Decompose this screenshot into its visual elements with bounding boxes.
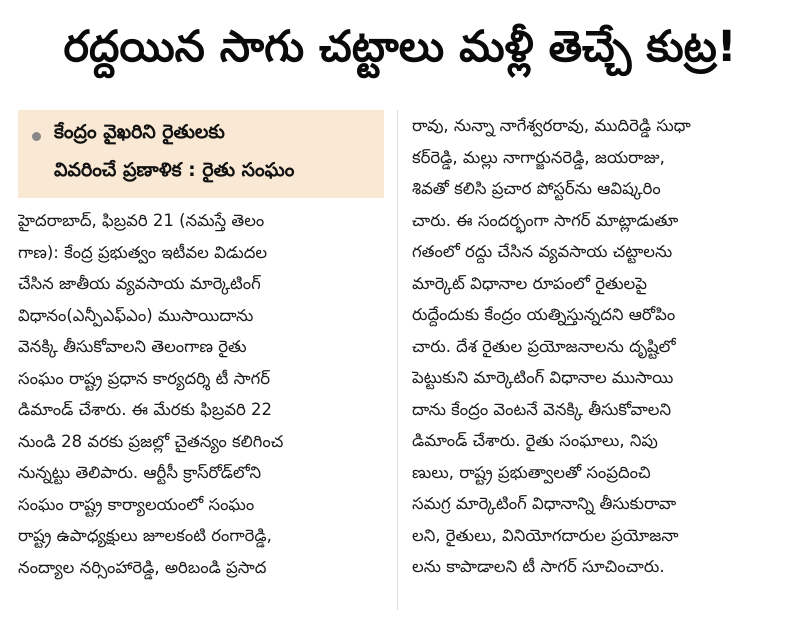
- article-line: డిమాండ్ చేశారు. రైతు సంఘాలు, నిపు: [412, 431, 658, 450]
- article-line: హైదరాబాద్, ఫిబ్రవరి 21 (నమస్తే తెలం: [18, 211, 265, 230]
- headline: రద్దయిన సాగు చట్టాలు మళ్లీ తెచ్చే కుట్ర!: [63, 22, 737, 72]
- article-line: చారు. దేశ రైతుల ప్రయోజనాలను దృష్టిలో: [412, 336, 676, 356]
- article-line: కర్‌రెడ్డి, మల్లు నాగార్జునరెడ్డి, జయరాజు,: [412, 147, 665, 167]
- article-line: సమగ్ర మార్కెటింగ్ విధానాన్ని తీసుకురావా: [412, 494, 677, 513]
- article-line: రాష్ట్ర ఉపాధ్యక్షులు జూలకంటి రంగారెడ్డి,: [18, 526, 272, 545]
- article-line: నున్నట్టు తెలిపారు. ఆర్టీసీ క్రాస్‌రోడ్‌లోని: [18, 463, 262, 482]
- article-line: చేసిన జాతీయ వ్యవసాయ మార్కెటింగ్: [18, 274, 261, 293]
- subheading-line-1: కేంద్రం వైఖరిని రైతులకు: [54, 121, 225, 143]
- article-line: రావు, నున్నా నాగేశ్వరరావు, ముదిరెడ్డి సుధా: [412, 116, 691, 135]
- article-line: లని, రైతులు, వినియోగదారుల ప్రయోజనా: [412, 525, 679, 545]
- article-line: డిమాండ్ చేశారు. ఈ మేరకు ఫిబ్రవరి 22: [18, 400, 272, 419]
- article-line: సంఘం రాష్ట్ర కార్యాలయంలో సంఘం: [18, 494, 255, 514]
- article-line: మార్కెట్ విధానాల రూపంలో రైతులపై: [412, 273, 647, 293]
- article-line: నుండి 28 వరకు ప్రజల్లో చైతన్యం కలిగించ: [18, 431, 284, 451]
- article-line: పెట్టుకుని మార్కెటింగ్ విధానాల ముసాయి: [412, 368, 674, 387]
- article-line: చారు. ఈ సందర్భంగా సాగర్ మాట్లాడుతూ: [412, 210, 679, 230]
- article-line: గాణ): కేంద్ర ప్రభుత్వం ఇటీవల విడుదల: [18, 242, 268, 262]
- article-line: వెనక్కి తీసుకోవాలని తెలంగాణ రైతు: [18, 337, 247, 356]
- article-line: గతంలో రద్దు చేసిన వ్యవసాయ చట్టాలను: [412, 242, 673, 261]
- article-column-left: [18, 205, 388, 583]
- article-line: దాను కేంద్రం వెంటనే వెనక్కి తీసుకోవాలని: [412, 399, 672, 419]
- article-line: లను కాపాడాలని టీ సాగర్ సూచించారు.: [412, 557, 665, 576]
- subheading-box: [18, 110, 384, 198]
- subheading-line-2: వివరించే ప్రణాళిక : రైతు సంఘం: [54, 159, 295, 181]
- article-line: ణులు, రాష్ట్ర ప్రభుత్వాలతో సంప్రదించి: [412, 462, 651, 482]
- article-column-right: [412, 110, 784, 583]
- article-line: నంద్యాల నర్సింహారెడ్డి, అరిబండి ప్రసాద: [18, 557, 267, 577]
- article-line: విధానం(ఎన్పీఎఫ్ఎం) ముసాయిదాను: [18, 305, 254, 325]
- article-line: సంఘం రాష్ట్ర ప్రధాన కార్యదర్శి టీ సాగర్: [18, 368, 270, 388]
- article-line: శివతో కలిసి ప్రచార పోస్టర్‌ను ఆవిష్కరిం: [412, 179, 661, 198]
- column-divider: [397, 110, 398, 610]
- article-line: రుద్దేందుకు కేంద్రం యత్నిస్తున్నదని ఆరోపిం: [412, 305, 676, 324]
- bullet-icon: [32, 132, 41, 141]
